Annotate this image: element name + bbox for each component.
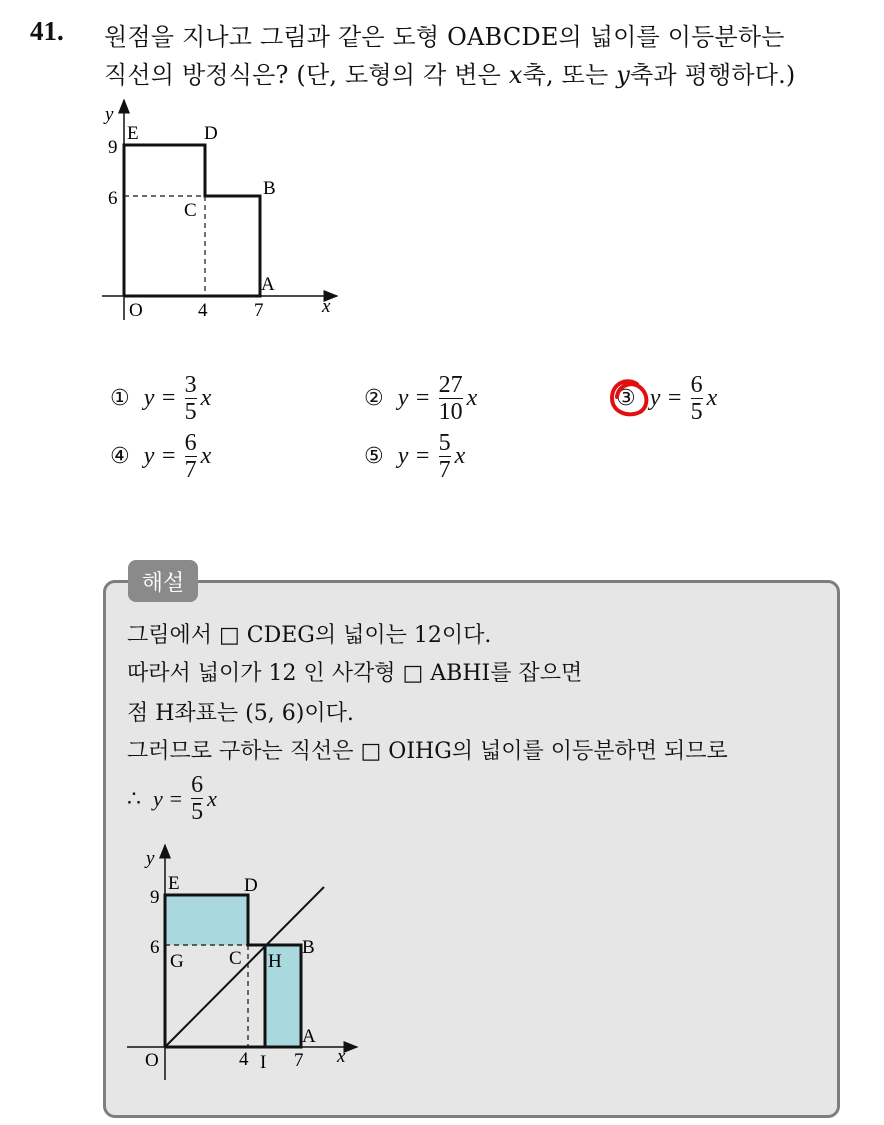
choice-lhs: y = <box>143 443 177 469</box>
choice-1[interactable] <box>110 372 211 425</box>
solution-line-2: 따라서 넓이가 12 인 사각형 □ ABHI를 잡으면 <box>127 661 583 686</box>
point-label-b: B <box>263 178 276 199</box>
solution-conclusion <box>127 772 217 825</box>
axis-label-y: y <box>105 104 114 125</box>
answer-circle-mark <box>604 374 654 424</box>
numerator: 6 <box>690 372 703 398</box>
tick-label-4: 4 <box>239 1049 249 1070</box>
choice-lhs: y = <box>143 385 177 411</box>
fraction <box>191 772 203 825</box>
choice-2[interactable] <box>364 372 477 425</box>
question-text-part: 축, 또는 <box>522 61 617 89</box>
point-label-h: H <box>268 951 282 972</box>
question-line-2 <box>104 56 874 94</box>
question-number: 41. <box>30 16 64 46</box>
question-text-part: 직선의 방정식은? (단, 도형의 각 변은 <box>104 61 509 89</box>
fraction <box>185 372 197 425</box>
numerator: 6 <box>191 772 204 798</box>
point-label-o: O <box>145 1050 159 1071</box>
question-text <box>104 18 874 94</box>
point-label-i: I <box>260 1052 267 1073</box>
point-label-d: D <box>204 123 218 144</box>
choice-number: ⑤ <box>364 444 384 469</box>
denominator: 10 <box>438 399 463 425</box>
point-label-g: G <box>170 951 184 972</box>
point-label-e: E <box>127 123 139 144</box>
choice-variable: x <box>706 385 718 411</box>
fraction <box>439 372 463 425</box>
axis-label-x: x <box>322 296 331 317</box>
final-lhs: y = <box>153 785 184 811</box>
choice-4[interactable] <box>110 430 211 483</box>
solution-line-4: 그러므로 구하는 직선은 □ OIHG의 넓이를 이등분하면 되므로 <box>127 739 728 764</box>
denominator: 5 <box>690 399 703 425</box>
denominator: 7 <box>184 457 197 483</box>
choice-number: ④ <box>110 444 130 469</box>
choice-variable: x <box>200 443 212 469</box>
denominator: 5 <box>184 399 197 425</box>
numerator: 5 <box>438 430 451 456</box>
choice-lhs: y = <box>649 385 683 411</box>
tick-label-6: 6 <box>108 188 118 209</box>
choice-5[interactable] <box>364 430 465 483</box>
tick-label-6: 6 <box>150 937 160 958</box>
choice-lhs: y = <box>397 385 431 411</box>
choice-number: ② <box>364 386 384 411</box>
solution-tag: 해설 <box>128 560 198 602</box>
y-variable: y <box>616 61 630 89</box>
numerator: 6 <box>184 430 197 456</box>
x-variable: x <box>508 61 523 89</box>
point-label-e: E <box>168 873 180 894</box>
therefore-symbol: ∴ <box>127 785 141 811</box>
fraction <box>439 430 451 483</box>
question-line-1: 원점을 지나고 그림과 같은 도형 OABCDE의 넓이를 이등분하는 <box>104 23 785 51</box>
tick-label-7: 7 <box>294 1050 304 1071</box>
choice-variable: x <box>454 443 466 469</box>
tick-label-9: 9 <box>108 137 118 158</box>
axis-label-x: x <box>337 1046 346 1067</box>
point-label-c: C <box>229 948 242 969</box>
point-label-o: O <box>129 300 143 321</box>
question-text-part: 축과 평행하다.) <box>629 61 796 89</box>
final-variable: x <box>207 785 217 811</box>
point-label-b: B <box>302 937 315 958</box>
choice-lhs: y = <box>397 443 431 469</box>
denominator: 7 <box>438 457 451 483</box>
denominator: 5 <box>191 799 204 825</box>
tick-label-9: 9 <box>150 887 160 908</box>
choice-number: ① <box>110 386 130 411</box>
choice-variable: x <box>466 385 478 411</box>
tick-label-4: 4 <box>198 300 208 321</box>
choice-variable: x <box>200 385 212 411</box>
numerator: 3 <box>184 372 197 398</box>
tick-label-7: 7 <box>254 300 264 321</box>
fraction <box>185 430 197 483</box>
solution-line-3: 점 H좌표는 (5, 6)이다. <box>127 701 354 726</box>
point-label-a: A <box>261 274 275 295</box>
point-label-a: A <box>302 1026 316 1047</box>
figure-2 <box>120 840 370 1080</box>
choice-number: ③ <box>616 386 636 411</box>
solution-line-1: 그림에서 □ CDEG의 넓이는 12이다. <box>127 623 492 648</box>
fraction <box>691 372 703 425</box>
shaded-region-cdeg <box>165 895 248 945</box>
point-label-c: C <box>184 200 197 221</box>
point-label-d: D <box>244 875 258 896</box>
axis-label-y: y <box>146 848 155 869</box>
figure-1 <box>95 95 355 325</box>
numerator: 27 <box>438 372 463 398</box>
answer-choices <box>110 372 810 502</box>
